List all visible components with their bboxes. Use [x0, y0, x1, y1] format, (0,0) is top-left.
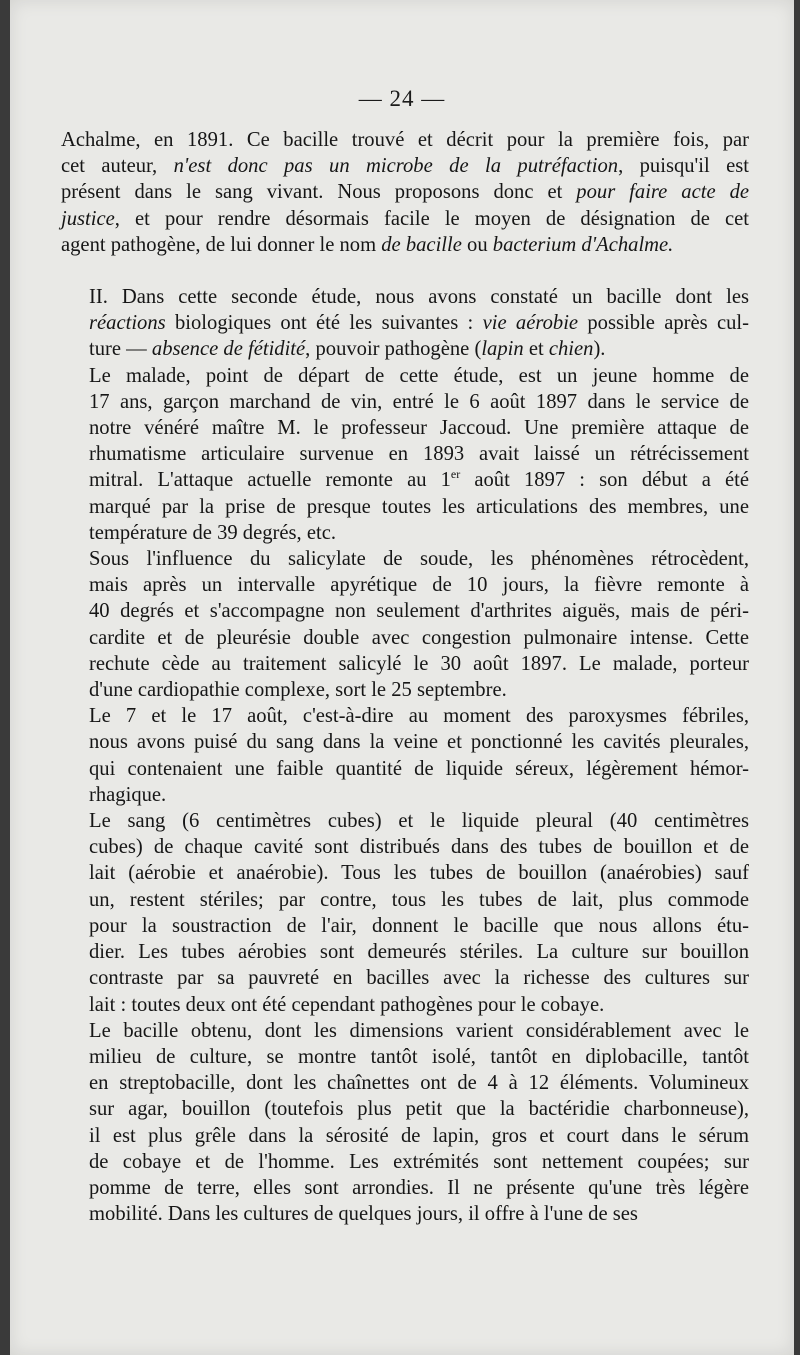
italic-text: réactions — [89, 312, 166, 335]
text-run: un, restent stériles; par contre, tous les tubes de lait, plus commode — [89, 888, 749, 911]
text-line — [61, 1149, 749, 1175]
text-run: Le bacille obtenu, dont les dimensions varient considérablement avec le — [89, 1019, 749, 1042]
text-run: II. Dans cette seconde étude, nous avons constaté un bacille dont les — [89, 286, 749, 309]
italic-text: bacterium d'Achalme. — [492, 233, 674, 256]
text-run: Le sang (6 centimètres cubes) et le liquide pleural (40 centimètres — [89, 810, 749, 833]
text-line — [61, 992, 749, 1018]
text-run: 17 ans, garçon marchand de vin, entré le 6 août 1897 dans le service de — [89, 390, 749, 413]
italic-text: de bacille — [381, 233, 462, 256]
body-text — [61, 127, 749, 1227]
text-line — [61, 520, 749, 546]
text-line — [61, 965, 749, 991]
text-line — [61, 625, 749, 651]
text-run: d'une cardiopathie complexe, sort le 25 septembre. — [89, 679, 507, 702]
text-line — [61, 494, 749, 520]
text-line — [61, 153, 749, 179]
text-line — [61, 729, 749, 755]
text-run: il est plus grêle dans la sérosité de lapin, gros et court dans le sérum — [89, 1124, 749, 1147]
text-run: ture — — [89, 338, 152, 361]
italic-text: vie aérobie — [482, 312, 579, 335]
text-run: Achalme, en 1891. Ce bacille trouvé et décrit pour la première fois, par — [61, 129, 749, 151]
text-line — [61, 1175, 749, 1201]
paragraph-gap — [61, 258, 749, 284]
italic-text: chien — [548, 338, 594, 361]
superscript: er — [450, 467, 461, 482]
text-run: présent dans le sang vivant. Nous proposons donc et — [61, 181, 577, 204]
text-line — [61, 756, 749, 782]
text-run: sur agar, bouillon (toutefois plus petit que la bactéridie charbonneuse), — [89, 1098, 749, 1121]
text-run: température de 39 degrés, etc. — [89, 521, 337, 544]
text-run: , puisqu'il est — [618, 155, 749, 178]
paragraph-5 — [61, 703, 749, 808]
text-run: Sous l'influence du salicylate de soude, les phénomènes rétrocèdent, — [89, 548, 749, 571]
text-run: et — [523, 338, 549, 361]
paragraph-2 — [61, 284, 749, 363]
text-line — [61, 677, 749, 703]
text-line — [61, 441, 749, 467]
text-run: pour la soustraction de l'air, donnent le bacille que nous allons étu- — [89, 914, 749, 937]
text-run: 40 degrés et s'accompagne non seulement d'arthrites aiguës, mais de péri- — [89, 600, 749, 623]
text-run: lait (aérobie et anaérobie). Tous les tubes de bouillon (anaérobies) sauf — [89, 862, 749, 885]
text-line — [61, 336, 749, 362]
text-line — [61, 546, 749, 572]
italic-text: lapin — [481, 338, 524, 361]
text-line — [61, 651, 749, 677]
paragraph-7 — [61, 1018, 749, 1228]
text-run: Le malade, point de départ de cette étude, est un jeune homme de — [89, 364, 749, 387]
text-run: mais après un intervalle apyrétique de 10 jours, la fièvre remonte à — [89, 574, 749, 597]
text-run: cet auteur, — [61, 155, 174, 178]
text-run: , pouvoir pathogène ( — [305, 338, 482, 361]
text-line — [61, 284, 749, 310]
text-line — [61, 206, 749, 232]
text-run: contraste par sa pauvreté en bacilles avec la richesse des cultures sur — [89, 967, 749, 990]
text-run: en streptobacille, dont les chaînettes ont de 4 à 12 éléments. Volumineux — [89, 1072, 749, 1095]
text-line — [61, 1096, 749, 1122]
text-line — [61, 310, 749, 336]
text-line — [61, 1070, 749, 1096]
italic-text: justice — [61, 207, 115, 230]
text-line — [61, 913, 749, 939]
text-line — [61, 415, 749, 441]
text-run: , et pour rendre désormais facile le moyen de désignation de cet — [114, 207, 749, 230]
text-run: qui contenaient une faible quantité de liquide séreux, légèrement hémor- — [89, 757, 749, 780]
text-run: possible après cul- — [578, 312, 750, 335]
text-run: août 1897 : son début a été — [460, 469, 749, 492]
text-run: nous avons puisé du sang dans la veine et ponctionné les cavités pleurales, — [89, 731, 749, 754]
paragraph-1 — [61, 127, 749, 258]
page-number: — 24 — — [358, 86, 446, 111]
text-run: mobilité. Dans les cultures de quelques jours, il offre à l'une de ses — [89, 1203, 638, 1226]
paragraph-4 — [61, 546, 749, 703]
text-run: notre vénéré maître M. le professeur Jaccoud. Une première attaque de — [89, 417, 749, 440]
text-line — [61, 1123, 749, 1149]
paragraph-6 — [61, 808, 749, 1018]
text-run: dier. Les tubes aérobies sont demeurés stériles. La culture sur bouillon — [89, 941, 749, 964]
italic-text: absence de fétidité — [151, 338, 306, 361]
text-run: agent pathogène, de lui donner le nom — [61, 233, 382, 256]
text-line — [61, 232, 749, 258]
text-line — [61, 887, 749, 913]
text-run: ). — [593, 338, 606, 361]
text-run: rhumatisme articulaire survenue en 1893 avait laissé un rétrécissement — [89, 443, 749, 466]
text-line — [61, 1018, 749, 1044]
book-page — [10, 0, 794, 1355]
text-line — [61, 834, 749, 860]
text-line — [61, 1201, 749, 1227]
paragraph-3 — [61, 363, 749, 546]
text-run: biologiques ont été les suivantes : — [165, 312, 483, 335]
text-run: de cobaye et de l'homme. Les extrémités sont nettement coupées; sur — [89, 1150, 749, 1173]
text-run: rhagique. — [89, 783, 167, 806]
text-line — [61, 703, 749, 729]
text-line — [61, 467, 749, 493]
text-run: cubes) de chaque cavité sont distribués dans des tubes de bouillon et de — [89, 836, 749, 859]
text-line — [61, 782, 749, 808]
text-run: lait : toutes deux ont été cependant pathogènes pour le cobaye. — [89, 993, 605, 1016]
text-line — [61, 860, 749, 886]
text-line — [61, 572, 749, 598]
text-line — [61, 179, 749, 205]
text-line — [61, 939, 749, 965]
text-run: mitral. L'attaque actuelle remonte au 1 — [89, 469, 451, 492]
text-line — [61, 127, 749, 153]
text-run: pomme de terre, elles sont arrondies. Il ne présente qu'une très légère — [89, 1176, 749, 1199]
text-run: milieu de culture, se montre tantôt isolé, tantôt en diplobacille, tantôt — [89, 1045, 749, 1068]
text-line — [61, 363, 749, 389]
text-line — [61, 808, 749, 834]
text-run: Le 7 et le 17 août, c'est-à-dire au moment des paroxysmes fébriles, — [89, 705, 749, 728]
text-run: marqué par la prise de presque toutes les articulations des membres, une — [89, 495, 749, 518]
text-line — [61, 389, 749, 415]
text-run: rechute cède au traitement salicylé le 30 août 1897. Le malade, porteur — [89, 652, 749, 675]
italic-text: n'est donc pas un microbe de la putréfaction — [173, 155, 619, 178]
italic-text: pour faire acte de — [576, 181, 750, 204]
text-line — [61, 1044, 749, 1070]
text-run: cardite et de pleurésie double avec congestion pulmonaire intense. Cette — [89, 626, 749, 649]
text-run: ou — [461, 233, 493, 256]
text-line — [61, 598, 749, 624]
